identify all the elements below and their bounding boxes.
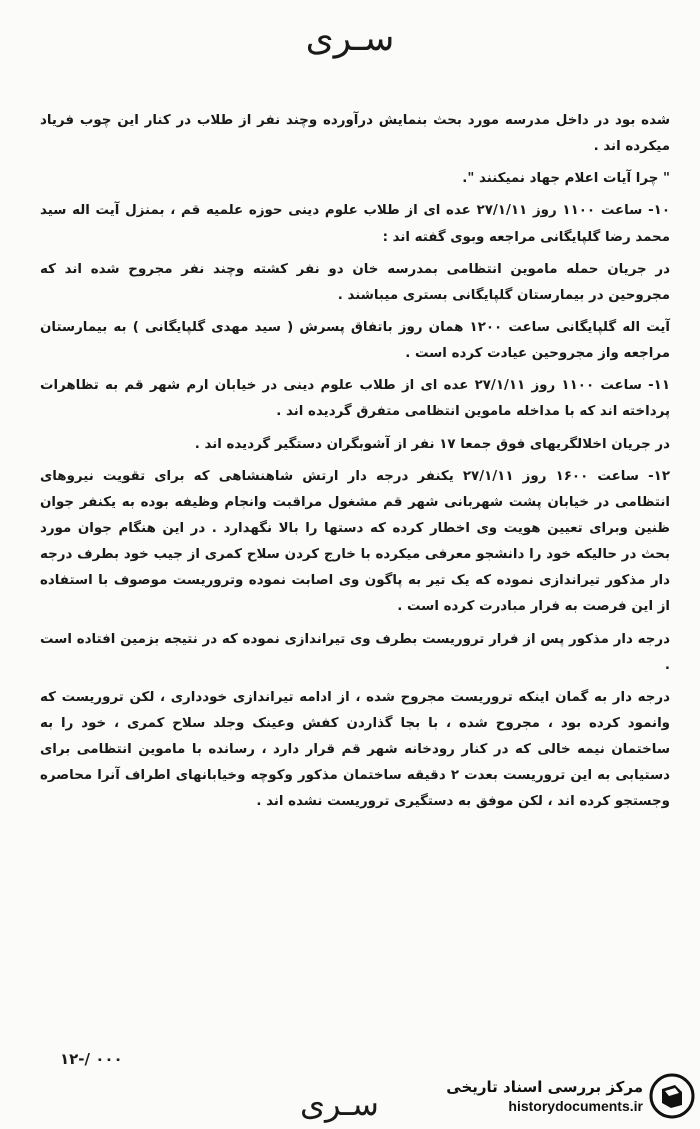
page-number: ۱۲-/ ۰۰۰ bbox=[60, 1050, 123, 1068]
paragraph: درجه دار مذکور پس از فرار تروریست بطرف وی تیراندازی نموده که در نتیجه بزمین افتاده است . bbox=[40, 631, 670, 673]
paragraph: درجه دار به گمان اینکه تروریست مجروح شده ، از ادامه تیراندازی خودداری ، لکن تروریست که وانمود کرده بود ، مجروح شده ، با بجا گذاردن کفش وعینک وجلد سلاح کمری ، خود را به ساختمان نیمه خالی که در کنار رودخانه شهر قم قرار دارد ، رسانده با ماموین انتظامی برای دستیابی به این تروریست بعدت ۲ دقیقه ساختمان مذکور وکوچه وخیابانهای اطراف آنرا محاصره وجستجو کرده اند ، لکن موفق به دستگیری تروریست نشده اند . bbox=[40, 689, 671, 810]
archive-url: historydocuments.ir bbox=[508, 1097, 643, 1114]
archive-logo-icon bbox=[649, 1073, 695, 1119]
classification-header: سـری bbox=[305, 18, 395, 59]
paragraph: در جریان اخلالگریهای فوق جمعا ۱۷ نفر از آشوبگران دستگیر گردیده اند . bbox=[194, 436, 670, 452]
archive-name: مرکز بررسی اسناد تاریخی bbox=[446, 1078, 643, 1097]
document-body bbox=[40, 108, 670, 822]
paragraph: آیت اله گلپایگانی ساعت ۱۲۰۰ همان روز باتفاق پسرش ( سید مهدی گلپایگانی ) به بیمارستان مراجعه واز مجروحین عیادت کرده است . bbox=[40, 319, 670, 362]
archive-text bbox=[446, 1078, 643, 1114]
classification-footer: سـری bbox=[300, 1085, 379, 1123]
paragraph-item-11: ۱۱- ساعت ۱۱۰۰ روز ۲۷/۱/۱۱ عده ای از طلاب علوم دینی در خیابان ارم شهر قم به تظاهرات پرداخته اند که با مداخله ماموین انتظامی متفرق گردیده اند . bbox=[40, 378, 670, 420]
paragraph: شده بود در داخل مدرسه مورد بحث بنمایش درآورده وچند نفر از طلاب در کنار این چوب فریاد میکرده اند . bbox=[40, 113, 670, 155]
archive-watermark bbox=[415, 1068, 695, 1124]
paragraph: در جریان حمله ماموین انتظامی بمدرسه خان دو نفر کشته وچند نفر مجروح شده اند که مجروحین در بیمارستان گلپایگانی بستری میباشند . bbox=[40, 261, 670, 303]
paragraph-item-12: ۱۲- ساعت ۱۶۰۰ روز ۲۷/۱/۱۱ یکنفر درجه دار ارتش شاهنشاهی که برای تقویت نیروهای انتظامی در خیابان پشت شهربانی شهر قم مشغول مراقبت وانجام وظیفه بوده به یکنفر جوان ظنین وبرای تعیین هویت وی اخطار کرده که دستها را بالا نگهدارد . در این هنگام جوان مورد بحث در حالیکه خود را دانشجو معرفی میکرده با خارج کردن سلاح کمری از جیب خود بطرف درجه دار مذکور تیراندازی نموده که یک تیر به پاگون وی اصابت نموده وتروریست موصوف با استفاده از این فرصت به فرار مبادرت کرده است . bbox=[40, 468, 670, 615]
paragraph-quote: " چرا آیات اعلام جهاد نمیکنند ". bbox=[462, 171, 670, 187]
paragraph-item-10: ۱۰- ساعت ۱۱۰۰ روز ۲۷/۱/۱۱ عده ای از طلاب علوم دینی حوزه علمیه قم ، بمنزل آیت اله سید محمد رضا گلپایگانی مراجعه وبوی گفته اند : bbox=[40, 203, 670, 245]
